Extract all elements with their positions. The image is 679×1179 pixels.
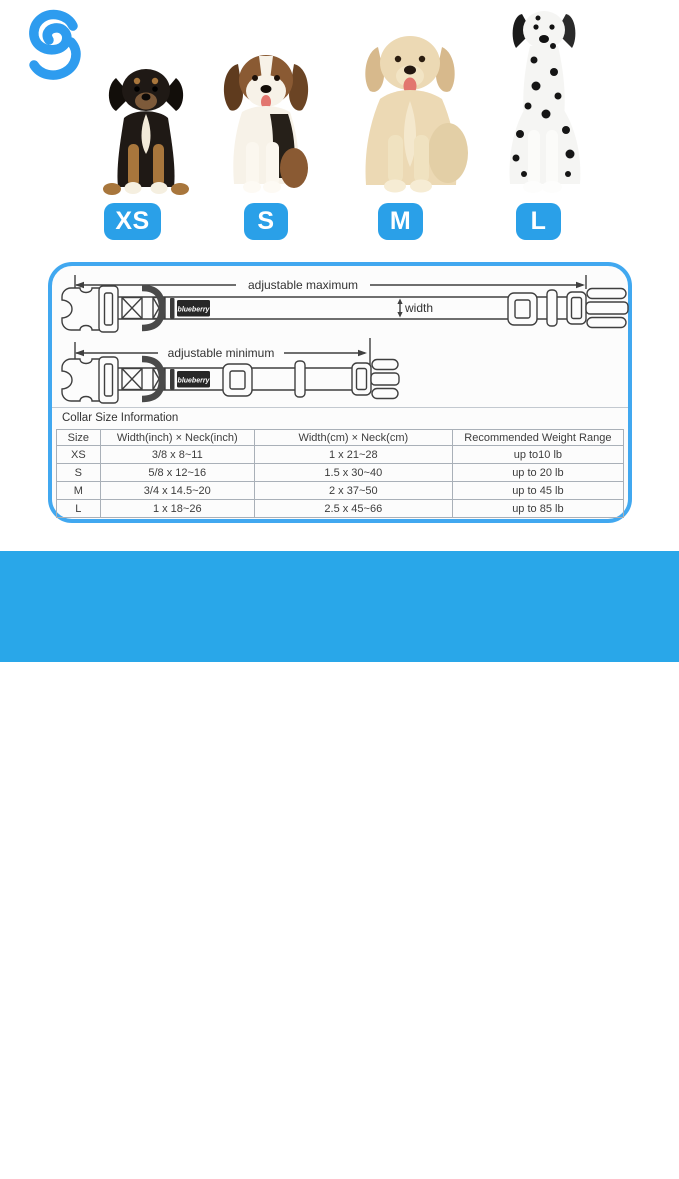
dog-photo-m-golden-retriever [336, 23, 484, 197]
table-row [57, 464, 624, 482]
cell-width-cm: 2.5 x 45~66 [254, 500, 452, 518]
cell-weight: up to10 lb [452, 446, 623, 464]
tips-banner [0, 551, 679, 1177]
table-row [57, 446, 624, 464]
min-label: adjustable minimum [167, 346, 275, 360]
table-row [57, 500, 624, 518]
collar-size-table [56, 429, 624, 518]
header-width-cm: Width(cm) × Neck(cm) [254, 430, 452, 446]
table-header-row [57, 430, 624, 446]
adjustable-maximum-diagram [62, 275, 628, 332]
size-badge-m: M [378, 203, 423, 240]
collar-measurement-diagram [58, 272, 628, 406]
table-row [57, 482, 624, 500]
cell-weight: up to 85 lb [452, 500, 623, 518]
cell-width-inch: 5/8 x 12~16 [100, 464, 254, 482]
header-width-inch: Width(inch) × Neck(inch) [100, 430, 254, 446]
cell-width-cm: 1.5 x 30~40 [254, 464, 452, 482]
cell-width-cm: 1 x 21~28 [254, 446, 452, 464]
width-label: width [405, 301, 434, 315]
cell-size: M [57, 482, 101, 500]
cell-width-inch: 3/8 x 8~11 [100, 446, 254, 464]
cell-width-inch: 3/4 x 14.5~20 [100, 482, 254, 500]
max-label: adjustable maximum [247, 278, 359, 292]
header-weight: Recommended Weight Range [452, 430, 623, 446]
cell-size: L [57, 500, 101, 518]
table-section-divider [52, 407, 628, 408]
dog-photo-s-beagle [206, 44, 326, 197]
size-badge-s: S [244, 203, 288, 240]
tips-text: Tips: Measure the circumference of pet's neck. It should be snug enough to fit 2 fingers between dog's neck and their collar. [73, 1131, 627, 1177]
cell-weight: up to 20 lb [452, 464, 623, 482]
adjustable-minimum-diagram [62, 338, 399, 403]
size-badge-l: L [516, 203, 561, 240]
brand-e-swirl-logo [18, 6, 82, 80]
table-title: Collar Size Information [62, 412, 179, 424]
cell-width-cm: 2 x 37~50 [254, 482, 452, 500]
header-size: Size [57, 430, 101, 446]
cell-size: XS [57, 446, 101, 464]
cell-weight: up to 45 lb [452, 482, 623, 500]
size-info-box [48, 262, 632, 523]
size-badge-xs: XS [104, 203, 161, 240]
dog-photo-l-dalmatian [478, 2, 610, 197]
cell-width-inch: 1 x 18~26 [100, 500, 254, 518]
cell-size: S [57, 464, 101, 482]
exclamation-circle-icon [20, 1128, 62, 1170]
dog-photo-xs-puppy [96, 58, 196, 198]
